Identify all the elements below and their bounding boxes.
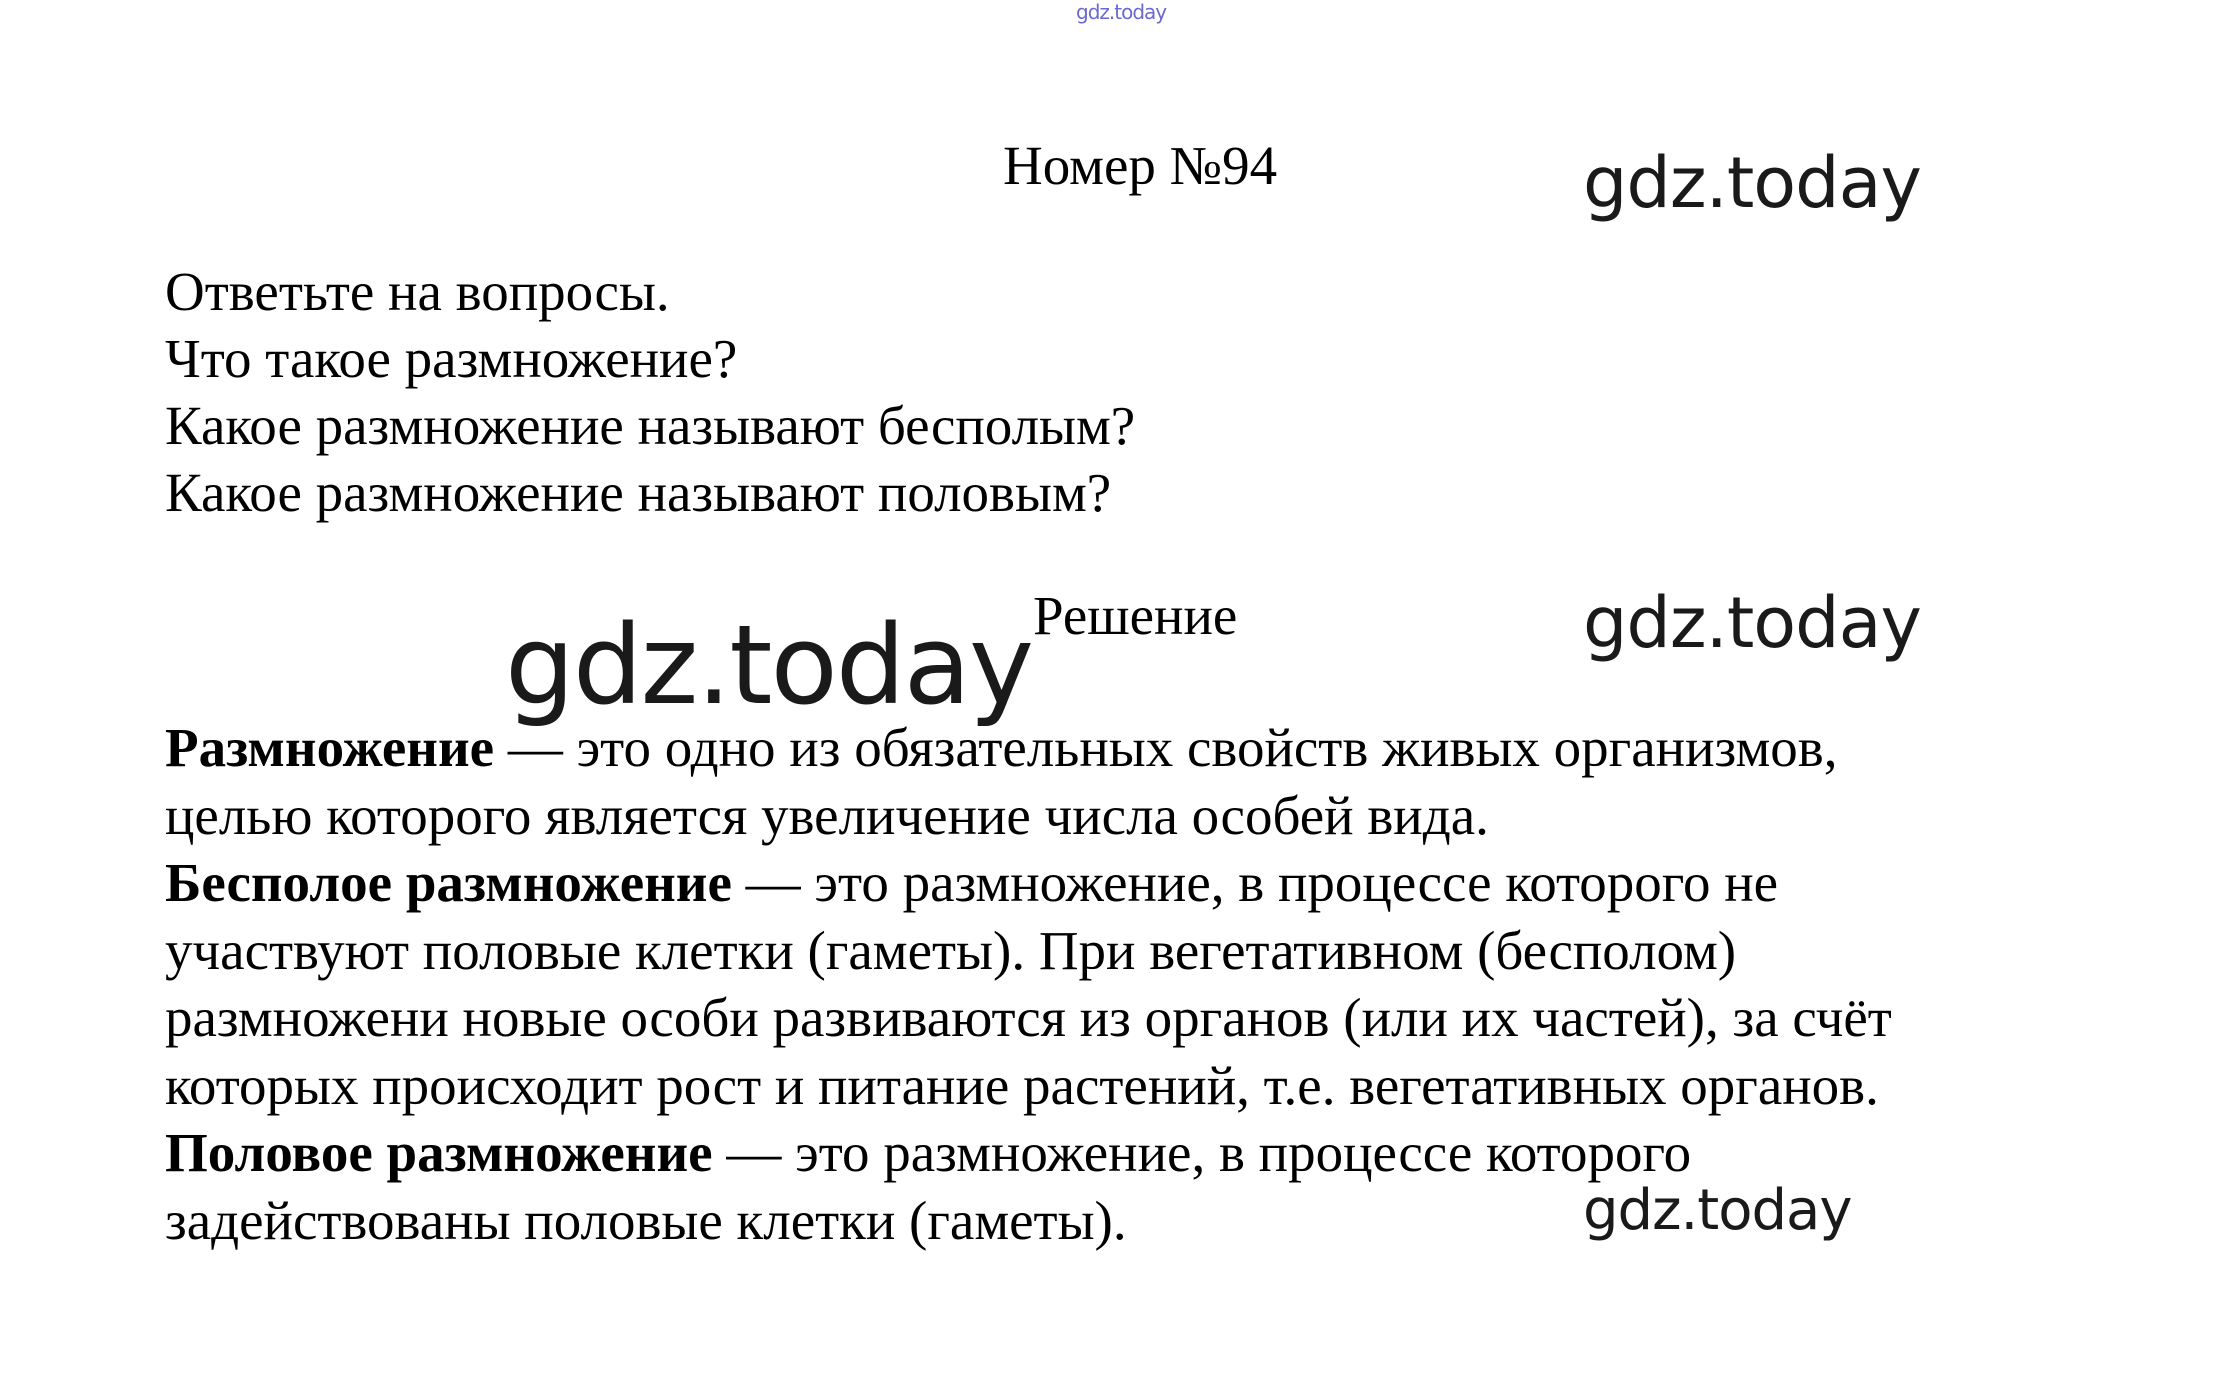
watermark-right-upper: gdz.today (1583, 142, 1921, 224)
paragraph-asexual-line-4: которых происходит рост и питание растений, т.е. вегетативных органов. (165, 1054, 1879, 1116)
questions-block (165, 258, 1135, 526)
question-3: Какое размножение называют половым? (165, 462, 1112, 523)
paragraph-reproduction-line-2: целью которого является увеличение числа особей вида. (165, 784, 1489, 846)
paragraph-sexual-line-1 (165, 1119, 1892, 1187)
term-asexual-reproduction: Бесполое размножение (165, 852, 732, 913)
watermark-right-middle: gdz.today (1583, 582, 1921, 664)
definition-text: — это одно из обязательных свойств живых организмов, (494, 717, 1838, 778)
definition-text: — это размножение, в процессе которого не (731, 852, 1779, 913)
question-1: Что такое размножение? (165, 328, 738, 389)
watermark-top: gdz.today (1076, 0, 1167, 24)
term-sexual-reproduction: Половое размножение (165, 1122, 713, 1183)
paragraph-sexual-line-2: задействованы половые клетки (гаметы). (165, 1189, 1127, 1251)
watermark-large-center: gdz.today (505, 601, 1033, 729)
definition-text: — это размножение, в процессе которого (712, 1122, 1692, 1183)
paragraph-asexual-line-3: размножени новые особи развиваются из органов (или их частей), за счёт (165, 987, 1892, 1048)
watermark-bottom: gdz.today (1583, 1178, 1852, 1243)
question-intro: Ответьте на вопросы. (165, 261, 670, 322)
solution-heading: Решение (1033, 585, 1238, 646)
page-title: Номер №94 (1003, 135, 1278, 196)
paragraph-reproduction-line-1 (165, 714, 1892, 782)
solution-text (165, 714, 1892, 1254)
paragraph-asexual-line-1 (165, 849, 1892, 917)
term-reproduction: Размножение (165, 717, 495, 778)
paragraph-asexual-line-2: участвуют половые клетки (гаметы). При вегетативном (бесполом) (165, 919, 1737, 981)
question-2: Какое размножение называют бесполым? (165, 395, 1136, 456)
